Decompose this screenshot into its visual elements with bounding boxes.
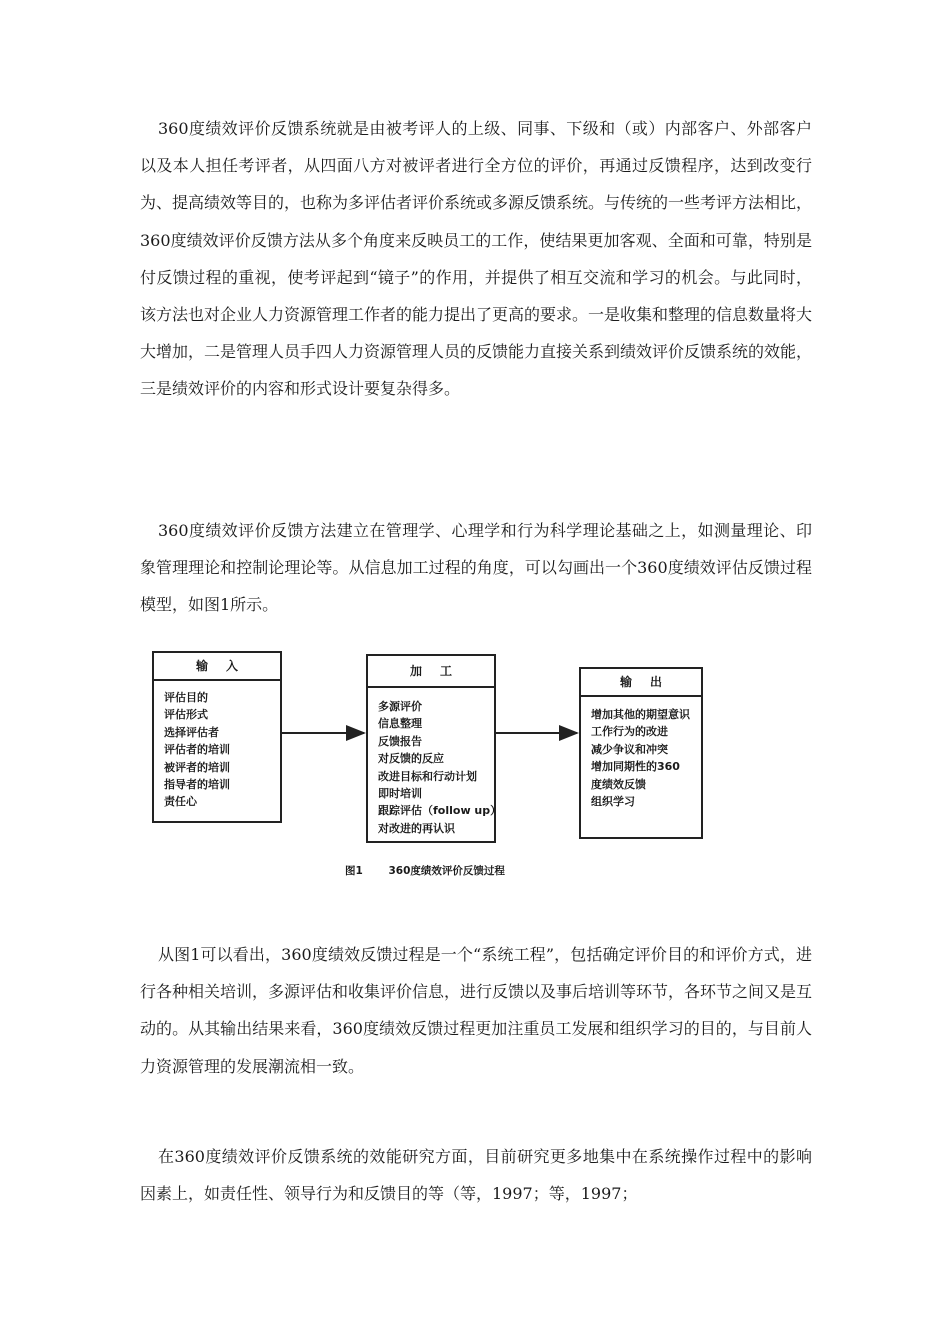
process-item: 对改进的再认识	[378, 821, 455, 835]
output-item: 增加其他的期望意识	[591, 708, 690, 721]
figure-caption-text: 360度绩效评价反馈过程	[388, 865, 505, 877]
output-item: 度绩效反馈	[591, 777, 646, 791]
input-box	[152, 651, 282, 823]
process-box	[366, 654, 502, 843]
process-item: 改进目标和行动计划	[378, 769, 477, 783]
process-item: 即时培训	[378, 787, 422, 801]
output-item: 减少争议和冲突	[591, 742, 668, 756]
output-item: 增加同期性的360	[591, 760, 680, 774]
output-item: 组织学习	[591, 795, 635, 809]
input-item-list	[154, 681, 280, 811]
figure-caption	[345, 863, 505, 878]
input-item: 指导者的培训	[164, 778, 230, 792]
process-item: 反馈报告	[378, 734, 422, 748]
input-item: 被评者的培训	[164, 760, 230, 774]
process-item: 信息整理	[378, 717, 422, 731]
output-item-list	[581, 697, 701, 810]
output-box	[579, 667, 703, 839]
paragraph-3: 从图1可以看出，360度绩效反馈过程是一个“系统工程”，包括确定评价目的和评价方式，进行各种相关培训，多源评估和收集评价信息，进行反馈以及事后培训等环节，各环节之间又是互动的。从其输出结果来看，360度绩效反馈过程更加注重员工发展和组织学习的目的，与目前人力资源管理的发展潮流相一致。	[140, 945, 813, 1076]
input-item: 评估目的	[164, 691, 208, 704]
input-item: 选择评估者	[164, 725, 219, 739]
process-item: 跟踪评估（follow up）	[378, 804, 502, 818]
input-item: 评估者的培训	[164, 743, 230, 757]
output-box-title: 输出	[581, 669, 701, 697]
paragraph-4: 在360度绩效评价反馈系统的效能研究方面，目前研究更多地集中在系统操作过程中的影响因素上，如责任性、领导行为和反馈目的等（等，1997；等，1997；	[140, 1147, 812, 1204]
paragraph-1: 360度绩效评价反馈系统就是由被考评人的上级、同事、下级和（或）内部客户、外部客户以及本人担任考评者，从四面八方对被评者进行全方位的评价，再通过反馈程序，达到改变行为、提高绩效等目的，也称为多评估者评价系统或多源反馈系统。与传统的一些考评方法相比，360度绩效评价反馈方法从多个角度来反映员工的工作，使结果更加客观、全面和可靠，特别是付反馈过程的重视，使考评起到“镜子”的作用，并提供了相互交流和学习的机会。与此同时，该方法也对企业人力资源管理工作者的能力提出了更高的要求。一是收集和整理的信息数量将大大增加，二是管理人员手四人力资源管理人员的反馈能力直接关系到绩效评价反馈系统的效能，三是绩效评价的内容和形式设计要复杂得多。	[140, 119, 813, 399]
process-item: 多源评价	[378, 700, 422, 713]
process-item-list	[368, 688, 502, 837]
paragraph-2: 360度绩效评价反馈方法建立在管理学、心理学和行为科学理论基础之上，如测量理论、印象管理理论和控制论理论等。从信息加工过程的角度，可以勾画出一个360度绩效评估反馈过程模型，如图1所示。	[140, 521, 812, 615]
input-item: 责任心	[164, 795, 197, 809]
output-item: 工作行为的改进	[591, 725, 668, 739]
input-box-title: 输入	[154, 653, 280, 681]
input-item: 评估形式	[164, 708, 208, 722]
process-box-title: 加工	[368, 656, 494, 688]
figure-caption-number: 图1	[345, 865, 363, 877]
process-item: 对反馈的反应	[378, 752, 444, 766]
